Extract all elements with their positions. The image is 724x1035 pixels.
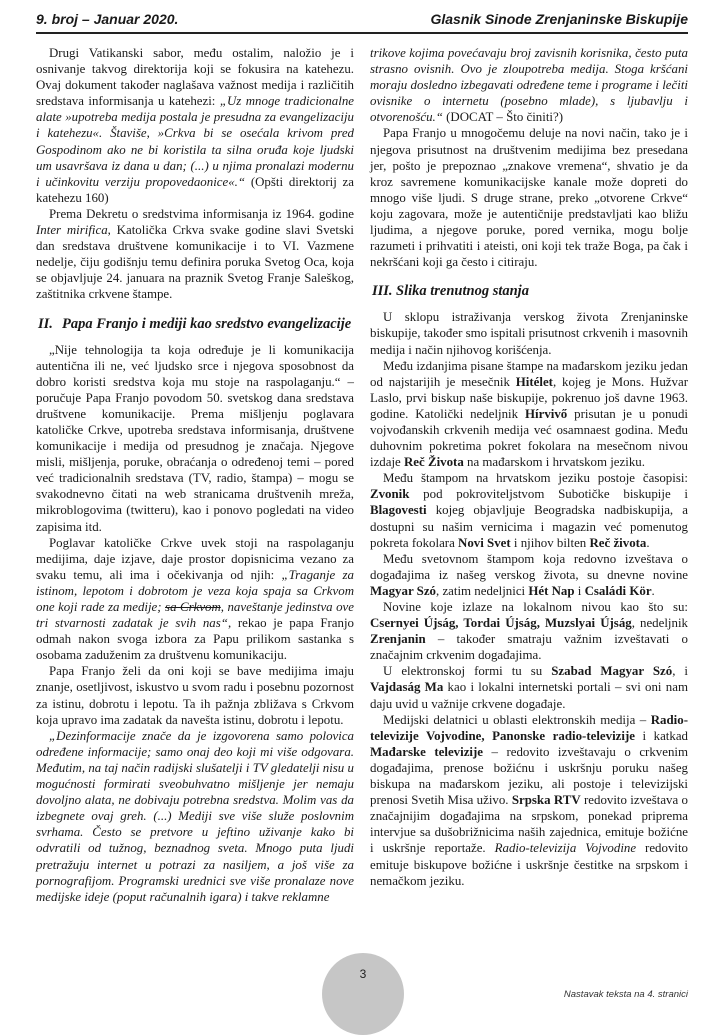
- text-run: redovito emituje biskupove božićne i uskršnje čestitke na srpskom i nemačkom jeziku.: [370, 841, 688, 888]
- text-run: Drugi Vatikanski sabor, među ostalim, naložio je i osnivanje takvog direktorija koji se fokusira na katehezu. Ovaj dokument također naglašava važnost medija i različitih sredstava informisanja u katehezi:: [36, 46, 354, 109]
- page-number: 3: [359, 967, 367, 981]
- header-divider: [36, 32, 688, 34]
- text-run: Csernyei Újság, Tordai Újság, Muzslyai Újság: [370, 616, 632, 631]
- text-run: pod pokroviteljstvom Subotičke biskupije i: [409, 487, 688, 502]
- section-heading: [36, 316, 354, 333]
- text-run: kao i lokalni internetski portali – svi oni nam daju uvid u važnije crkvene događaje.: [370, 680, 688, 711]
- text-run: Hírvivő: [525, 406, 568, 421]
- page-header: [36, 0, 688, 27]
- section-title: Slika trenutnog stanja: [396, 283, 529, 300]
- text-run: U sklopu istraživanja verskog života Zrenjaninske biskupije, također smo ispitali prisutnost crkvenih i masovnih medija i način njihovog korišćenja.: [370, 310, 688, 357]
- paragraph: [370, 470, 688, 550]
- text-run: Novi Svet: [458, 535, 511, 550]
- text-run: .: [646, 535, 650, 550]
- paragraph: [370, 125, 688, 270]
- paragraph: [370, 599, 688, 663]
- paragraph: [370, 551, 688, 599]
- text-run: „Uz mnoge tradicionalne alate »upotreba medija postala je presudna za evangelizaciju i katehezu«. Štaviše, »Crkva bi se osećala krivom pred Gospodinom ako ne bi koristila ta silna oruđa koje ljudski um usavršava iz dana u dan; (...) u njima pronalazi modernu i učinkovitu verziju propovedaonice«.“: [36, 94, 354, 189]
- paragraph: [370, 45, 688, 125]
- text-run: Radio-televizija Vojvodine: [494, 841, 637, 856]
- section-number: II.: [38, 315, 53, 332]
- text-run: – također smatraju važnim izveštavati o značajnim crkvenim događajima.: [370, 632, 688, 663]
- text-run: .: [651, 583, 655, 598]
- text-run: redovito izveštava o značajnijim događajima na srpskom, ponekad priprema intervjue sa dušobrižnicima naših zajednica, emituje božićne i uskršnje reportaže.: [370, 793, 689, 856]
- section-title: Papa Franjo i mediji kao sredstvo evangelizacije: [62, 315, 352, 332]
- paragraph: [370, 712, 688, 889]
- text-run: Poglavar katoličke Crkve uvek stoji na raspolaganju medijima, daje izjave, daje prostor dopisnicima vezano za svaku temu, ali ima i očekivanja od njih:: [36, 535, 354, 582]
- text-run: Mađarske televizije: [370, 744, 484, 759]
- paragraph: [370, 309, 688, 357]
- right-column: [370, 45, 688, 889]
- text-run: , zatim nedeljnici: [436, 583, 529, 598]
- text-run: Prema Dekretu o sredstvima informisanja iz 1964. godine: [49, 206, 354, 221]
- text-run: „Nije tehnologija ta koja određuje je li komunikacija autentična ili ne, već ljudsko srce i njegova sposobnost da dobro koristi sredstva koja mu stoje na raspolaganju.“ – poručuje Papa Franjo povodom 50. svetskog dana sredstava društvene komunikacije. Prema mišljenju poglavara katoličke Crkve, upotreba sredstava informisanja, društvene komunikacije i medija od presudnog je značaja. Njegove misli, mišljenja, poruke, obraćanja o određenoj temi – pored već tradicionalnih sredstava (TV, radio, štampa) – mogu se svakodnevno čitati na web stranicama društvenih mreža, mikroblogovima (twitteru), kao i ponovo pogledati na video zapisima itd.: [36, 342, 354, 534]
- paragraph: [370, 358, 688, 471]
- left-column: [36, 45, 354, 905]
- text-run: prisutan je u ponudi vojvođanskih crkvenih medija već osamnaest godina. Među duhovnim pokretima pokret fokolara na mesečnom nivou izdaje: [370, 406, 688, 470]
- text-run: sa Crkvom: [165, 600, 221, 614]
- text-run: Novine koje izlaze na lokalnom nivou kao što su:: [383, 600, 688, 614]
- paragraph: [370, 663, 688, 711]
- text-run: Srpska RTV: [511, 793, 581, 808]
- text-run: Medijski delatnici u oblasti elektronskih medija –: [383, 712, 651, 727]
- text-run: , naveštanje jedinstva ove tri stvarnosti zadatak je svih nas“: [36, 600, 354, 631]
- text-run: Radio-televizije Vojvodine, Panonske radio-televizije: [370, 712, 688, 743]
- text-run: Hitélet: [515, 374, 553, 389]
- text-run: Reč života: [589, 535, 647, 550]
- paragraph: [36, 535, 354, 664]
- page-number-badge: [322, 953, 404, 1035]
- text-run: Szabad Magyar Szó: [551, 664, 673, 679]
- text-run: , i: [672, 664, 689, 679]
- text-run: , Katolička Crkva svake godine slavi Svetski dan sredstava društvene komunikacije i to VI. Vazmene nedelje, čiju godišnju temu definira poruka Svetog Oca, koja se objavljuje 24. januara na praznik Svetog Franje Saleškog, zaštitnika crkvene štampe.: [36, 223, 354, 302]
- text-run: i katkad: [634, 728, 688, 743]
- paragraph: [36, 728, 354, 905]
- text-run: i njihov bilten: [510, 535, 590, 550]
- text-run: (Opšti direktorij za katehezu 160): [36, 174, 354, 205]
- issue-label: 9. broj – Januar 2020.: [36, 11, 179, 27]
- paragraph: [36, 342, 354, 535]
- text-run: Magyar Szó: [370, 583, 436, 598]
- paragraph: [36, 206, 354, 303]
- paragraph: [36, 663, 354, 727]
- text-run: Među štampom na hrvatskom jeziku postoje časopisi:: [383, 471, 688, 486]
- text-run: , nedeljnik: [631, 616, 688, 631]
- text-run: – redovito izveštavaju o crkvenim događajima, prenose božićnu i uskršnju poruku našeg biskupa na mađarskom jeziku, ali postoje i televizijski prenosi Svetih Misa uživo.: [370, 744, 688, 808]
- text-run: Papa Franjo želi da oni koji se bave medijima imaju znanje, osetljivost, iskustvo u svom radu i posebnu pozornost za istinu, dobrotu i lepotu. Ta ih pažnja zbližava s Crkvom koja upravo ima zadatak da navešta istinu, dobrotu i lepotu.: [36, 664, 354, 727]
- text-run: kojeg objavljuje Beogradska nadbiskupija, a dostupni su našim vernicima i magazin već pomenutog pokreta fokolara: [370, 503, 688, 550]
- section-number: III.: [372, 283, 393, 300]
- text-run: Papa Franjo u mnogočemu deluje na novi način, tako je i njegova prisutnost na društvenim medijima bez presedana jer, pošto je prepoznao „znakove vremena“, shvatio je da kroz savremene komunikacijske kanale može dopreti do mnogo više ljudi. S druge strane, preko „otvorene Crkve“ koju zagovara, može je autentičnije predstavljati kao bližu ljudima, a njegove poruke, pored vernika, mogu bolje razumeti i prihvatiti i ateisti, oni koji tek traže Boga, pa čak i nekršćani koji ga često i citiraju.: [370, 126, 688, 270]
- text-run: Inter mirifica: [36, 223, 108, 238]
- text-run: Vajdaság Ma: [370, 680, 444, 695]
- text-run: Reč Života: [404, 455, 464, 470]
- text-run: trikove kojima povećavaju broj zavisnih korisnika, često puta strasno ovisnih. Ovo je zloupotreba medija. Stoga kršćani moraju dosledno izbegavati određene teme i programe i lečiti ovisnike o internetu (posebno mlade), s ljubavlju i otvorenošću.“: [370, 46, 688, 125]
- text-run: Blagovesti: [370, 503, 427, 518]
- text-run: Među svetovnom štampom koja redovno izveštava o događajima iz našeg verskog života, su dnevne novine: [370, 551, 688, 582]
- section-heading: [370, 283, 688, 300]
- publication-title: Glasnik Sinode Zrenjaninske Biskupije: [430, 11, 688, 27]
- text-run: „Dezinformacije znače da je izgovorena samo polovica određene informacije; samo onaj deo koji mi više odgovara. Međutim, na taj način radijski slušatelji i TV gledatelji nisu u mogućnosti formirati sveobuhvatno mišljenje jer nemaju dovoljno alata, ne dobivaju potrebna sredstva. Molim vas da izbegnete ovaj greh. (...) Mediji sve više služe poslovnim svrhama. Često se pretvore u jeftino uživanje kako bi odvratili od tužnog, beznadnog sveta. Mnogo puta ljudi pretražuju internet u potrazi za nasiljem, a još više za pornografijom. Programski urednici sve više pronalaze nove medijske ideje (poput računalnih igara) i takve reklamne: [36, 728, 354, 904]
- text-run: i: [574, 583, 585, 598]
- text-run: Családi Kör: [584, 583, 652, 598]
- text-run: na mađarskom i hrvatskom jeziku.: [463, 455, 645, 470]
- text-run: U elektronskoj formi tu su: [383, 664, 552, 679]
- text-run: , kojeg je Mons. Hužvar Laslo, prvi biskup naše biskupije, pokrenuo još davne 1963. godine. Katolički nedeljnik: [370, 374, 688, 421]
- text-run: , rekao je papa Franjo odmah nakon svoga izbora za Papu prilikom sastanka s osobama zaduženim za društvenu komunikaciju.: [36, 616, 354, 663]
- text-run: Zvonik: [370, 487, 410, 502]
- continuation-note: Nastavak teksta na 4. stranici: [563, 989, 688, 1000]
- text-run: Među izdanjima pisane štampe na mađarskom jeziku jedan od najstarijih je mesečnik: [370, 358, 688, 389]
- text-run: (DOCAT – Što činiti?): [442, 110, 563, 125]
- paragraph: [36, 45, 354, 206]
- text-run: Zrenjanin: [370, 632, 426, 647]
- text-run: „Traganje za istinom, lepotom i dobrotom je veza koja spaja sa Crkvom one koji rade za medije;: [36, 567, 354, 614]
- text-run: Hét Nap: [528, 583, 575, 598]
